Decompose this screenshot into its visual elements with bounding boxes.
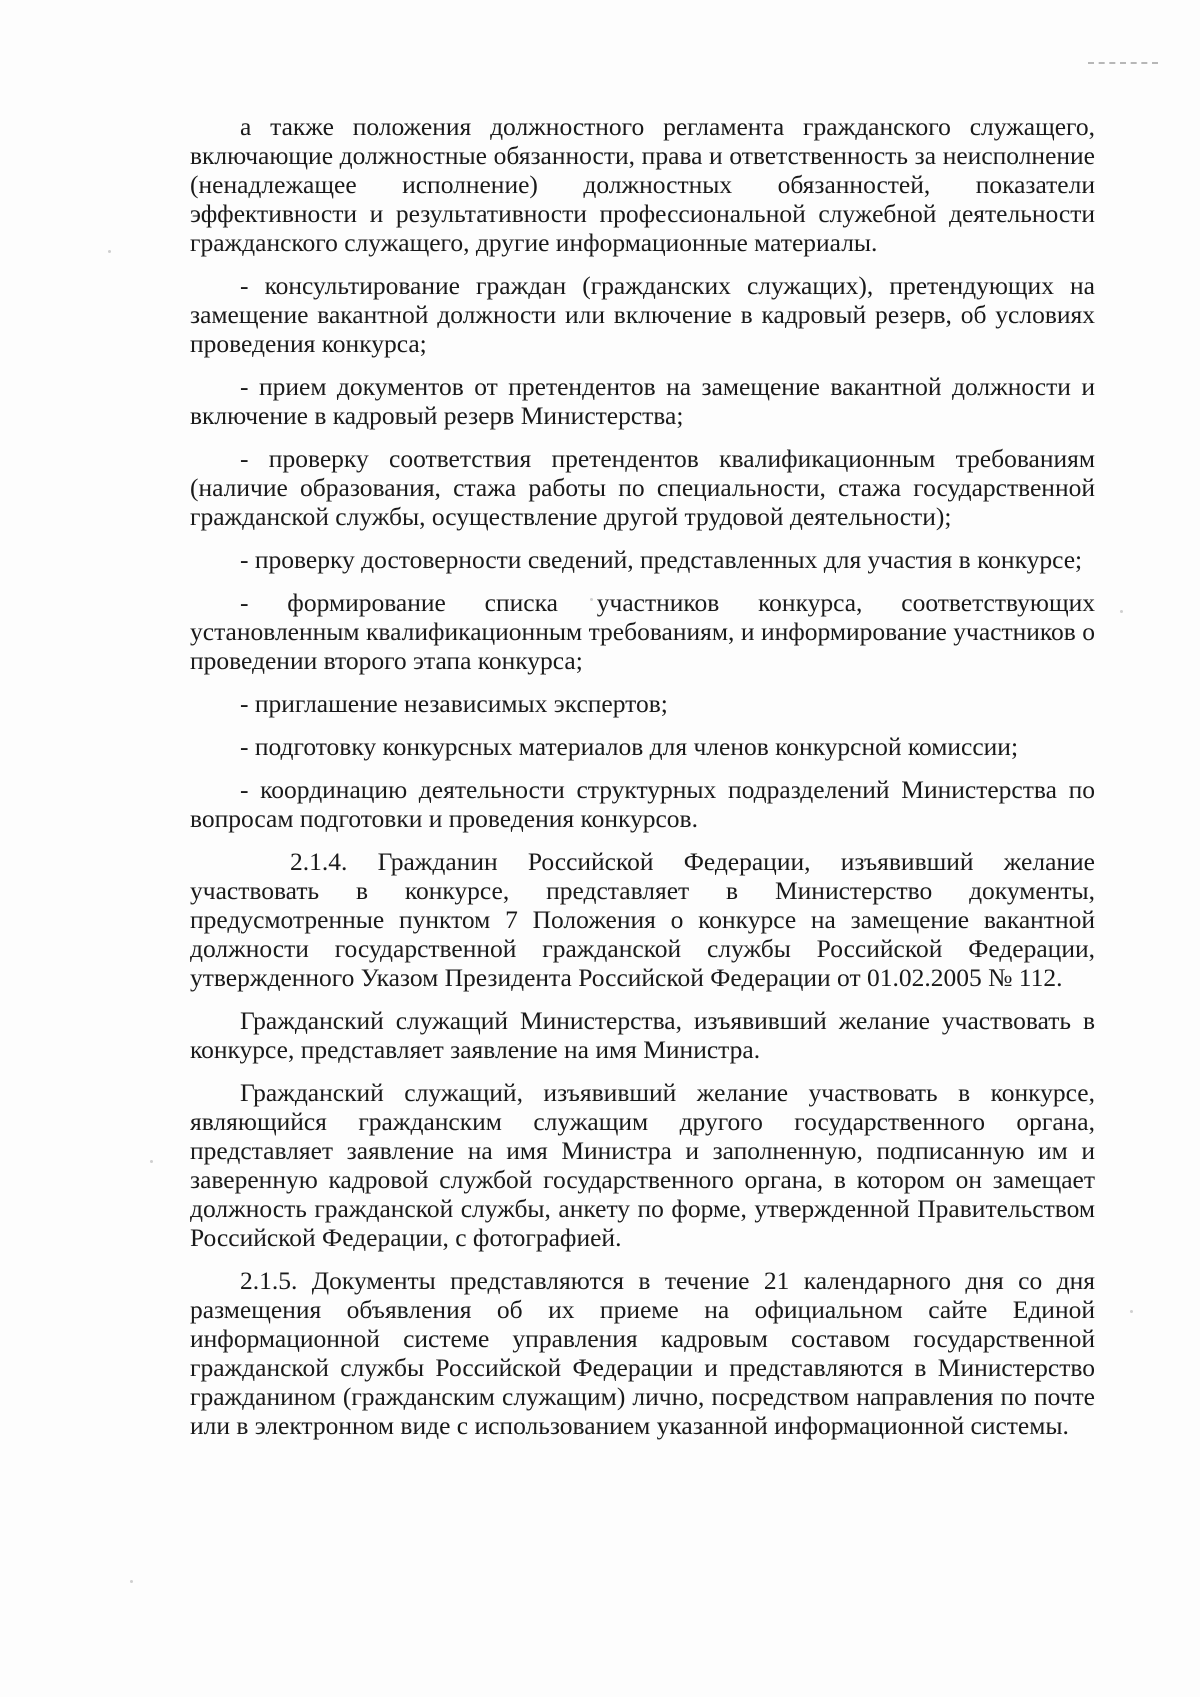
paragraph-reliability-check: - проверку достоверности сведений, представленных для участия в конкурсе; [240, 545, 1083, 574]
scan-speck [130, 1580, 133, 1583]
paragraph-document-intake: - прием документов от претендентов на замещение вакантной должности и включение в кадровый резерв Министерства; [190, 372, 1095, 430]
paragraph-materials-preparation: - подготовку конкурсных материалов для членов конкурсной комиссии; [240, 732, 1019, 761]
paragraph-ministry-employee-application: Гражданский служащий Министерства, изъявивший желание участвовать в конкурсе, представляет заявление на имя Министра. [190, 1006, 1095, 1064]
paragraph-other-agency-employee: Гражданский служащий, изъявивший желание участвовать в конкурсе, являющийся гражданским служащим другого государственного органа, представляет заявление на имя Министра и заполненную, подписанную им и заверенную кадровой службой государственного органа, в котором он замещает должность гражданской службы, анкету по форме, утвержденной Правительством Российской Федерации, с фотографией. [190, 1078, 1095, 1252]
paragraph-participant-list: - формирование списка участников конкурса, соответствующих установленным квалификационным требованиям, и информирование участников о проведении второго этапа конкурса; [190, 588, 1095, 675]
paragraph-regulation-materials: а также положения должностного регламента гражданского служащего, включающие должностные обязанности, права и ответственность за неисполнение (ненадлежащее исполнение) должностных обязанностей, показатели эффективности и результативности профессиональной служебной деятельности гражданского служащего, другие информационные материалы. [190, 112, 1095, 257]
paragraph-qualification-check: - проверку соответствия претендентов квалификационным требованиям (наличие образования, стажа работы по специальности, стажа государственной гражданской службы, осуществление другой трудовой деятельности); [190, 444, 1095, 531]
paragraph-consulting: - консультирование граждан (гражданских служащих), претендующих на замещение вакантной должности или включение в кадровый резерв, об условиях проведения конкурса; [190, 271, 1095, 358]
scan-speck [150, 1160, 153, 1163]
document-body [190, 112, 1095, 1454]
paragraph-coordination: - координацию деятельности структурных подразделений Министерства по вопросам подготовки и проведения конкурсов. [190, 775, 1095, 833]
scan-artifact-mark [1088, 62, 1158, 64]
scan-speck [1130, 1310, 1133, 1313]
scan-speck [1120, 610, 1123, 613]
paragraph-expert-invitation: - приглашение независимых экспертов; [240, 689, 668, 718]
scan-speck [108, 250, 111, 253]
paragraph-section-2-1-4: 2.1.4. Гражданин Российской Федерации, изъявивший желание участвовать в конкурсе, представляет в Министерство документы, предусмотренные пунктом 7 Положения о конкурсе на замещение вакантной должности государственной гражданской службы Российской Федерации, утвержденного Указом Президента Российской Федерации от 01.02.2005 № 112. [190, 847, 1095, 992]
paragraph-section-2-1-5: 2.1.5. Документы представляются в течение 21 календарного дня со дня размещения объявления об их приеме на официальном сайте Единой информационной системе управления кадровым составом государственной гражданской службы Российской Федерации и представляются в Министерство гражданином (гражданским служащим) лично, посредством направления по почте или в электронном виде с использованием указанной информационной системы. [190, 1266, 1095, 1440]
